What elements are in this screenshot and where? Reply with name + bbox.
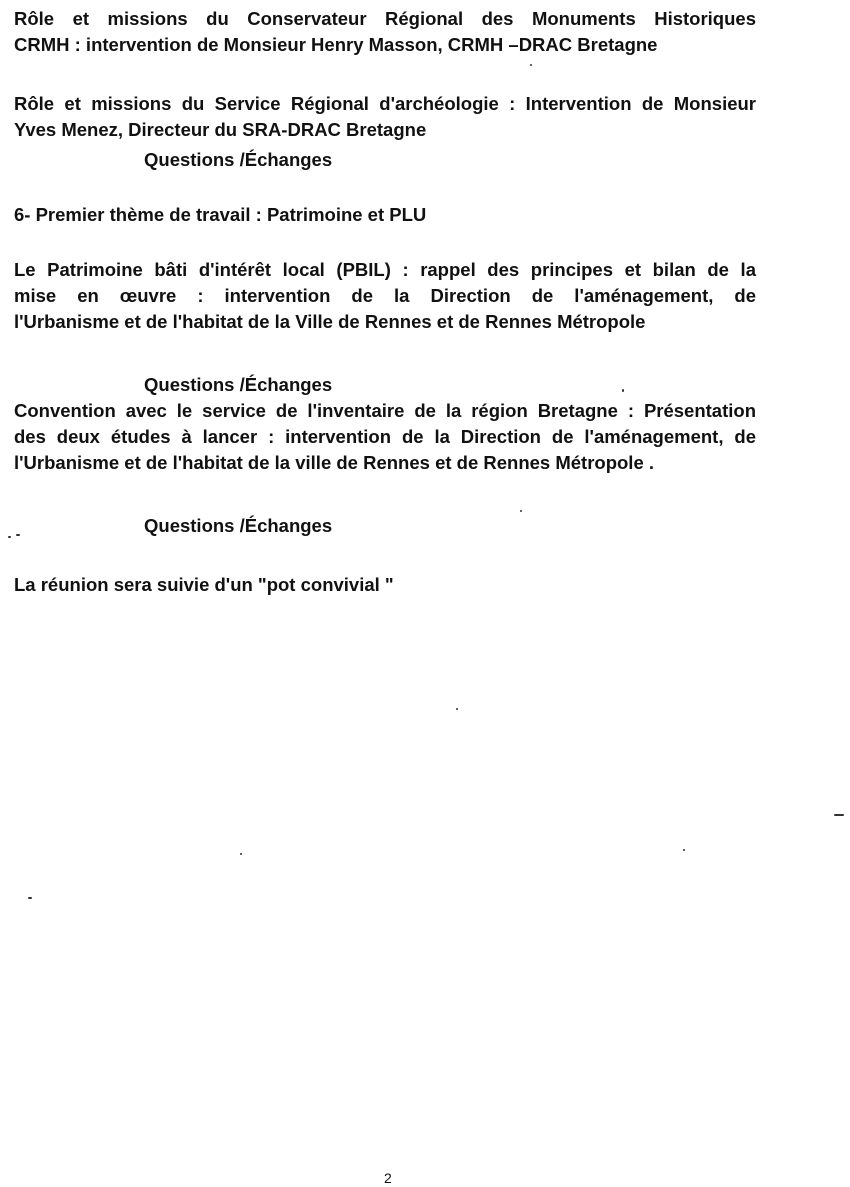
questions-heading-3 (144, 513, 544, 539)
text-line: des deux études à lancer : intervention de la Direction de l'aménagement, de (14, 426, 756, 447)
text-line: La réunion sera suivie d'un "pot convivial " (14, 574, 394, 595)
page-number: 2 (384, 1170, 392, 1186)
text-line: Yves Menez, Directeur du SRA-DRAC Bretagne (14, 119, 427, 140)
text-line: CRMH : intervention de Monsieur Henry Masson, CRMH –DRAC Bretagne (14, 34, 658, 55)
text-line: Rôle et missions du Service Régional d'archéologie : Intervention de Monsieur (14, 93, 756, 114)
scan-speck (834, 814, 844, 816)
scan-speck (240, 853, 242, 855)
scan-speck (520, 510, 522, 512)
scan-speck (622, 389, 624, 392)
questions-heading-2 (144, 372, 544, 398)
questions-heading-1 (144, 147, 544, 173)
scan-speck (530, 64, 532, 66)
section-heading-theme-6 (14, 202, 756, 228)
text-line: mise en œuvre : intervention de la Direction de l'aménagement, de (14, 285, 756, 306)
text-line: l'Urbanisme et de l'habitat de la ville de Rennes et de Rennes Métropole . (14, 452, 655, 473)
paragraph-convention (14, 398, 756, 476)
paragraph-sra (14, 91, 756, 143)
text-line: Le Patrimoine bâti d'intérêt local (PBIL) : rappel des principes et bilan de la (14, 259, 756, 280)
scan-speck (8, 536, 11, 538)
closing-note (14, 572, 756, 598)
paragraph-crmh (14, 6, 756, 58)
scan-speck (28, 897, 32, 899)
text-line: Rôle et missions du Conservateur Régional des Monuments Historiques (14, 8, 756, 29)
text-line: l'Urbanisme et de l'habitat de la Ville de Rennes et de Rennes Métropole (14, 311, 646, 332)
text-line: Questions /Échanges (144, 149, 333, 170)
scan-speck (683, 849, 685, 851)
paragraph-pbil (14, 257, 756, 335)
scan-speck (16, 534, 20, 536)
text-line: Convention avec le service de l'inventaire de la région Bretagne : Présentation (14, 400, 756, 421)
scan-speck (456, 708, 458, 710)
text-line: 6- Premier thème de travail : Patrimoine et PLU (14, 204, 427, 225)
text-line: Questions /Échanges (144, 374, 333, 395)
text-line: Questions /Échanges (144, 515, 333, 536)
